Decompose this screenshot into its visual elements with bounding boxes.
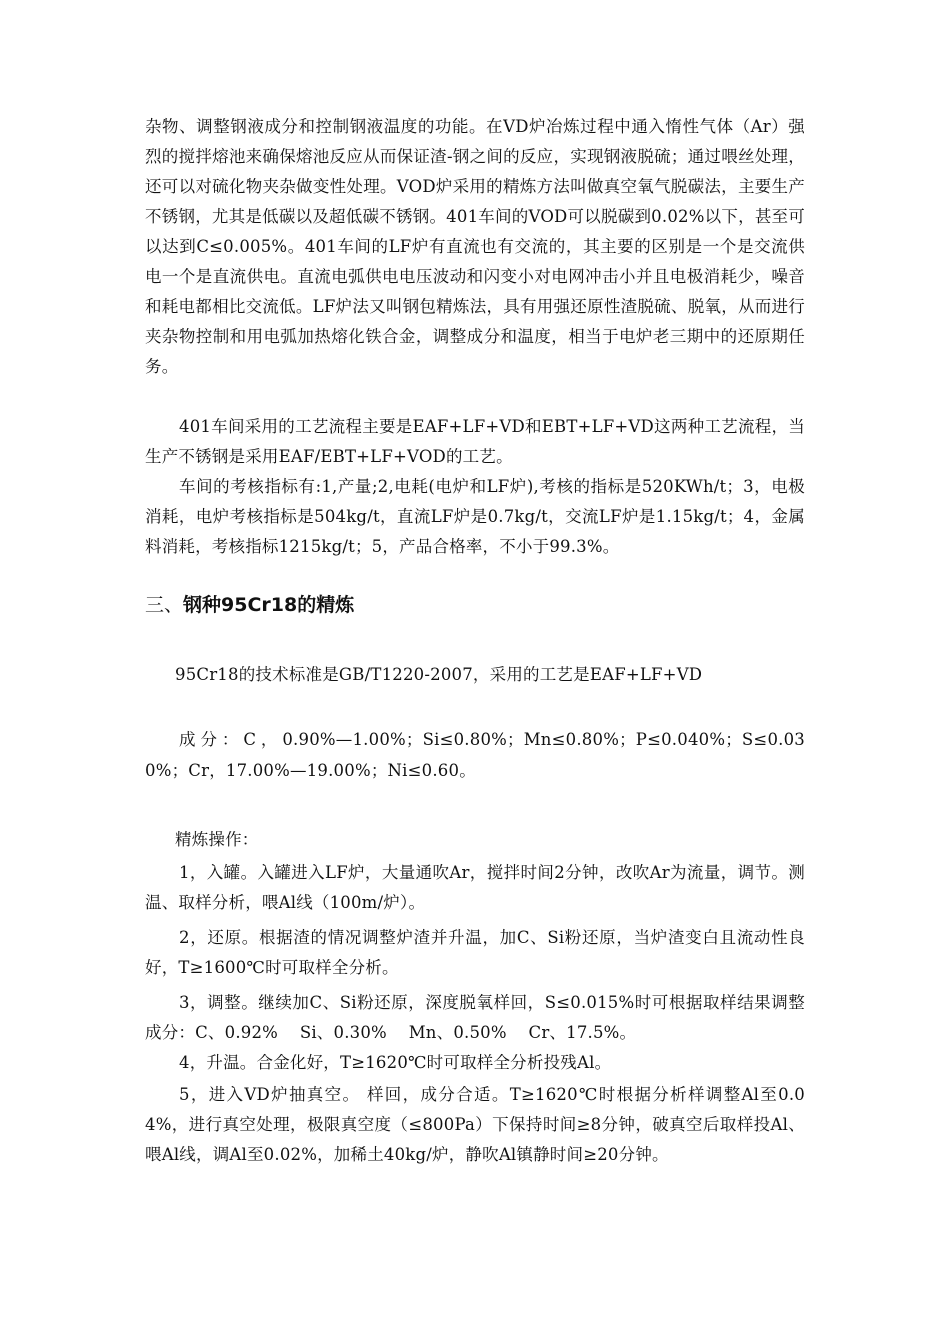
step-5-vacuum: 5，进入VD炉抽真空。 样回，成分合适。T≥1620℃时根据分析样调整Al至0.04%，进行真空处理，极限真空度（≤800Pa）下保持时间≥8分钟，破真空后取样投Al、喂Al线，调Al至0.02%，加稀土40kg/炉，静吹Al镇静时间≥20分钟。 [145, 1085, 805, 1164]
section-heading [145, 590, 354, 620]
step-1-ladle: 1，入罐。入罐进入LF炉，大量通吹Ar，搅拌时间2分钟，改吹Ar为流量，调节。测温、取样分析，喂Al线（100m/炉）。 [145, 863, 805, 912]
section-number: 三、 [145, 594, 184, 616]
technical-standard: 95Cr18的技术标准是GB/T1220-2007，采用的工艺是EAF+LF+VD [175, 665, 703, 684]
section-title: 钢种95Cr18的精炼 [183, 594, 355, 616]
paragraph-intro: 杂物、调整钢液成分和控制钢液温度的功能。在VD炉冶炼过程中通入惰性气体（Ar）强烈的搅拌熔池来确保熔池反应从而保证渣-钢之间的反应，实现钢液脱硫；通过喂丝处理，还可以对硫化物夹杂做变性处理。VOD炉采用的精炼方法叫做真空氧气脱碳法，主要生产不锈钢，尤其是低碳以及超低碳不锈钢。401车间的VOD可以脱碳到0.02%以下，甚至可以达到C≤0.005%。401车间的LF炉有直流也有交流的，其主要的区别是一个是交流供电一个是直流供电。直流电弧供电电压波动和闪变小对电网冲击小并且电极消耗少，噪音和耗电都相比交流低。LF炉法又叫钢包精炼法，具有用强还原性渣脱硫、脱氧，从而进行夹杂物控制和用电弧加热熔化铁合金，调整成分和温度，相当于电炉老三期中的还原期任务。 [145, 117, 805, 376]
step-4-heating: 4，升温。合金化好，T≥1620℃时可取样全分析投残Al。 [179, 1053, 612, 1072]
step-3-adjustment: 3，调整。继续加C、Si粉还原，深度脱氧样回，S≤0.015%时可根据取样结果调整成分：C、0.92% Si、0.30% Mn、0.50% Cr、17.5%。 [145, 993, 805, 1042]
step-2-reduction: 2，还原。根据渣的情况调整炉渣并升温，加C、Si粉还原，当炉渣变白且流动性良好，T≥1600℃时可取样全分析。 [145, 928, 805, 977]
operations-title: 精炼操作： [175, 830, 259, 849]
paragraph-indicators: 车间的考核指标有:1,产量;2,电耗(电炉和LF炉),考核的指标是520KWh/t；3，电极消耗，电炉考核指标是504kg/t，直流LF炉是0.7kg/t，交流LF炉是1.15kg/t；4，金属料消耗，考核指标1215kg/t；5，产品合格率，不小于99.3%。 [145, 477, 805, 556]
composition-paragraph: 成分：C，0.90%—1.00%；Si≤0.80%；Mn≤0.80%；P≤0.040%；S≤0.030%；Cr，17.00%—19.00%；Ni≤0.60。 [145, 730, 805, 780]
paragraph-process-flow: 401车间采用的工艺流程主要是EAF+LF+VD和EBT+LF+VD这两种工艺流程，当生产不锈钢是采用EAF/EBT+LF+VOD的工艺。 [145, 417, 805, 466]
